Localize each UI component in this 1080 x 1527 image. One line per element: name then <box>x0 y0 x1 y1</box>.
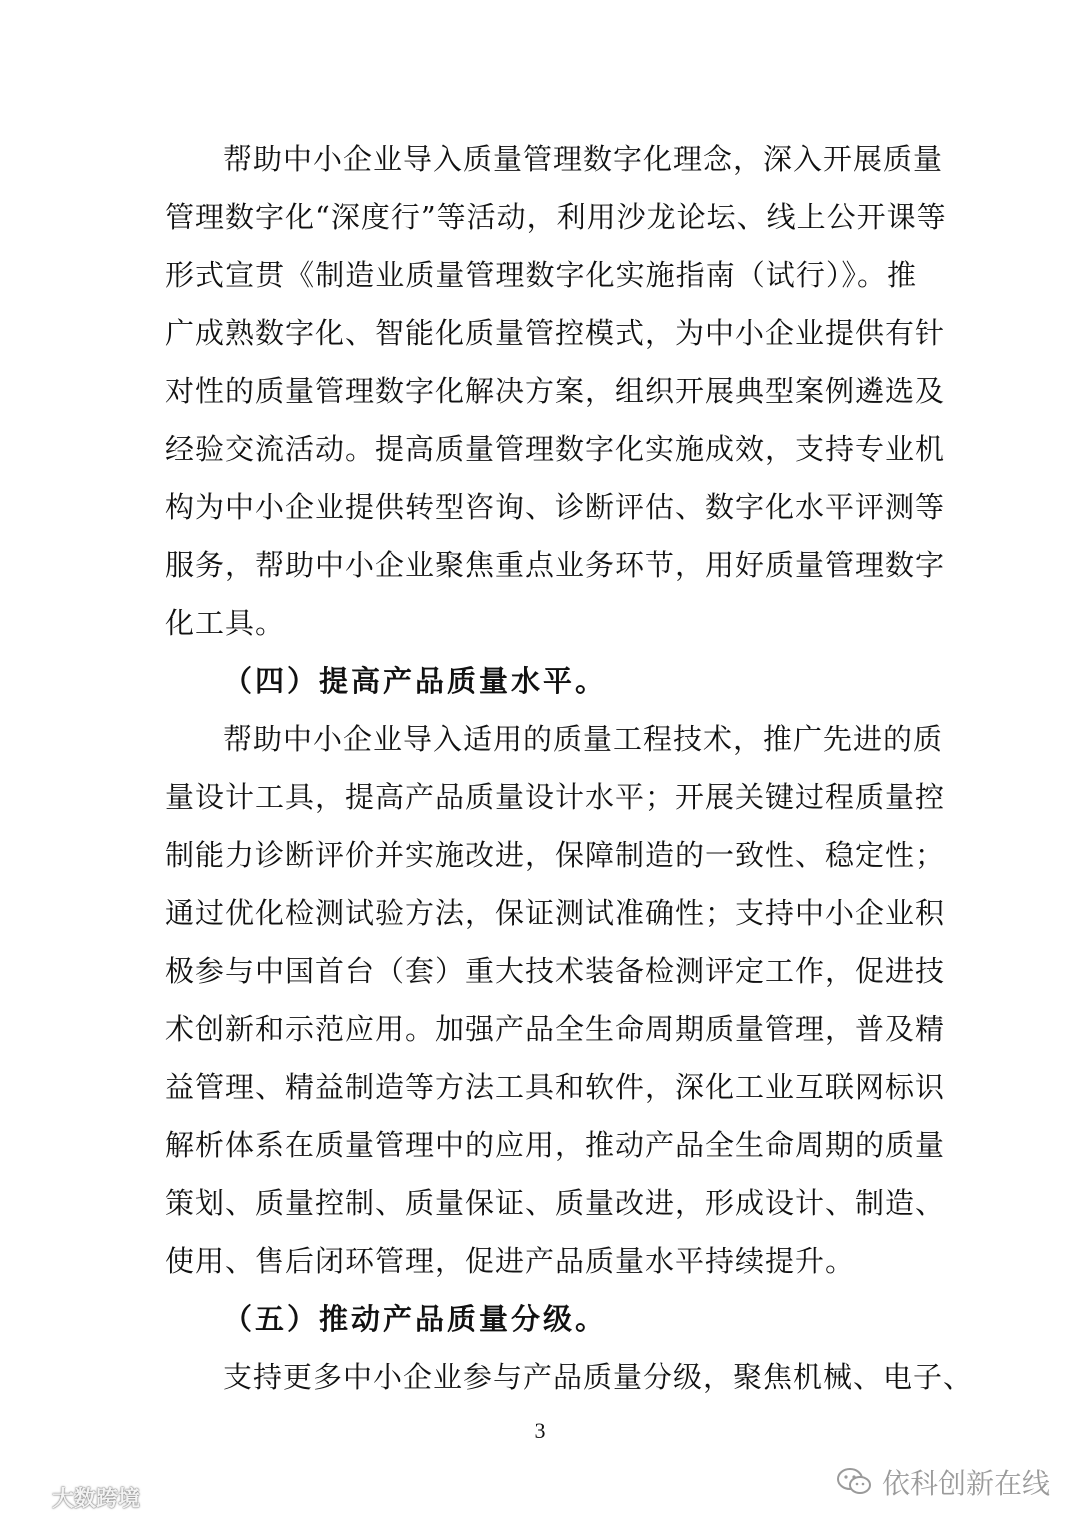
paragraph-line: 构为中小企业提供转型咨询、诊断评估、数字化水平评测等 <box>165 490 946 524</box>
paragraph-line: 解析体系在质量管理中的应用，推动产品全生命周期的质量 <box>165 1128 946 1162</box>
section-heading-4: （四）提高产品质量水平。 <box>223 664 608 698</box>
paragraph-line: 量设计工具，提高产品质量设计水平；开展关键过程质量控 <box>165 780 946 814</box>
page-number: 3 <box>534 1418 546 1443</box>
paragraph-line: 极参与中国首台（套）重大技术装备检测评定工作，促进技 <box>165 954 946 988</box>
watermark-left <box>6 1482 140 1513</box>
paragraph-line: 广成熟数字化、智能化质量管控模式，为中小企业提供有针 <box>165 316 946 350</box>
document-page <box>165 130 974 1406</box>
paragraph-line: 使用、售后闭环管理，促进产品质量水平持续提升。 <box>165 1244 856 1278</box>
paragraph-line: 术创新和示范应用。加强产品全生命周期质量管理，普及精 <box>165 1012 946 1046</box>
paragraph-line: 制能力诊断评价并实施改进，保障制造的一致性、稳定性； <box>165 838 946 872</box>
watermark-left-text: 大数跨境 <box>52 1487 141 1512</box>
section-heading-5: （五）推动产品质量分级。 <box>223 1302 608 1336</box>
watermark-right <box>836 1462 1050 1502</box>
paragraph-line: 形式宣贯《制造业质量管理数字化实施指南（试行）》。推 <box>165 258 917 292</box>
paragraph-line: 支持更多中小企业参与产品质量分级，聚焦机械、电子、 <box>223 1360 974 1394</box>
paragraph-line: 经验交流活动。提高质量管理数字化实施成效，支持专业机 <box>165 432 946 466</box>
wechat-icon <box>836 1467 872 1497</box>
dashukuajing-logo-icon <box>6 1486 48 1510</box>
paragraph-line: 管理数字化“深度行”等活动，利用沙龙论坛、线上公开课等 <box>165 200 947 234</box>
paragraph-line: 益管理、精益制造等方法工具和软件，深化工业互联网标识 <box>165 1070 946 1104</box>
paragraph-line: 通过优化检测试验方法，保证测试准确性；支持中小企业积 <box>165 896 946 930</box>
paragraph-line: 策划、质量控制、质量保证、质量改进，形成设计、制造、 <box>165 1186 946 1220</box>
paragraph-line: 服务，帮助中小企业聚焦重点业务环节，用好质量管理数字 <box>165 548 946 582</box>
paragraph-line: 帮助中小企业导入适用的质量工程技术，推广先进的质 <box>223 722 944 756</box>
paragraph-line: 帮助中小企业导入质量管理数字化理念，深入开展质量 <box>223 142 944 176</box>
paragraph-line: 化工具。 <box>165 606 286 640</box>
watermark-right-text: 依科创新在线 <box>881 1467 1050 1500</box>
paragraph-line: 对性的质量管理数字化解决方案，组织开展典型案例遴选及 <box>165 374 946 408</box>
